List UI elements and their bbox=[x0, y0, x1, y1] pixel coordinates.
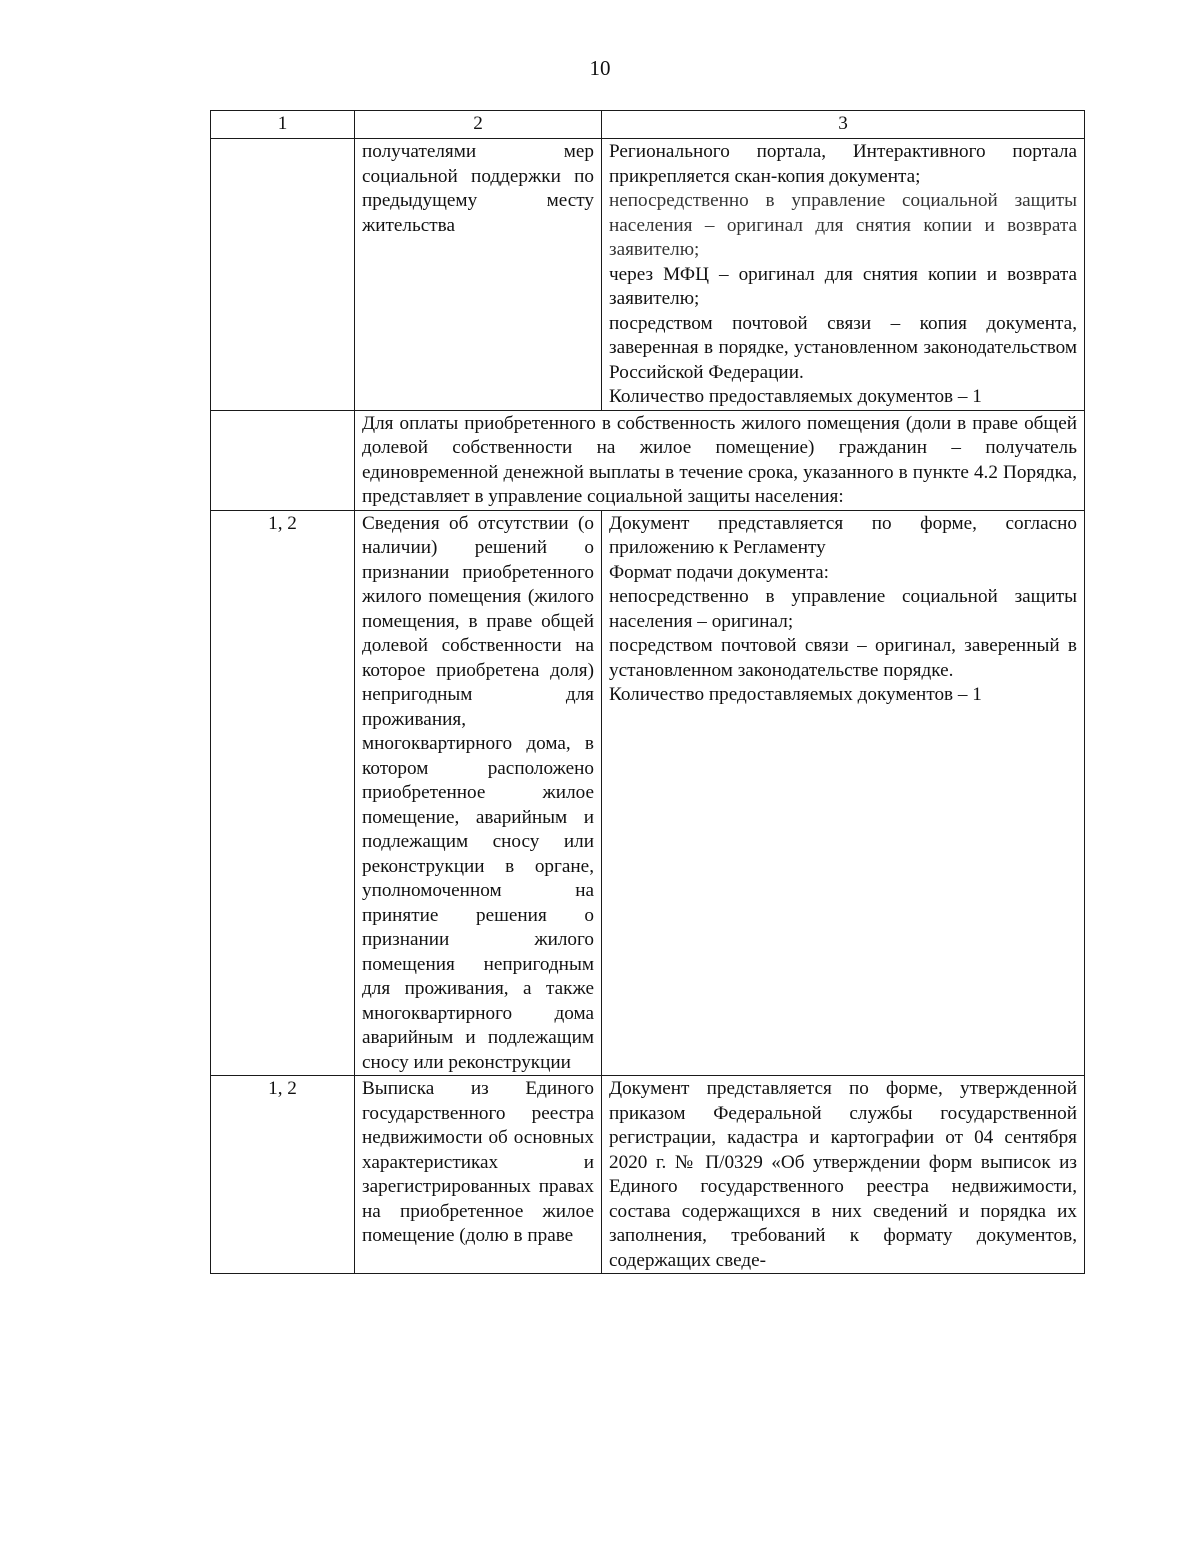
format-line: через МФЦ – оригинал для снятия копии и возврата заявителю; bbox=[609, 263, 1077, 309]
format-line: Документ представляется по форме, согласно приложению к Регламенту bbox=[609, 512, 1077, 558]
header-col-1: 1 bbox=[211, 111, 355, 139]
format-line: Регионального портала, Интерактивного портала прикрепляется скан-копия документа; bbox=[609, 141, 1077, 187]
row-number-cell bbox=[211, 410, 355, 510]
table-row bbox=[211, 510, 1085, 1076]
document-name-cell: получателями мер социальной поддержки по предыдущему месту жительства bbox=[355, 139, 602, 411]
submission-format-cell bbox=[602, 510, 1085, 1076]
header-col-2: 2 bbox=[355, 111, 602, 139]
document-name-cell: Сведения об отсутствии (о наличии) решений о признании приобретенного жилого помещения (жилого помещения, в праве общей долевой собственности на которое приобретена доля) непригодным для проживания, многоквартирного дома, в котором расположено приобретенное жилое помещение, аварийным и подлежащим сносу или реконструкции в органе, уполномоченном на принятие решения о признании жилого помещения непригодным для проживания, а также многоквартирного дома аварийным и подлежащим сносу или реконструкции bbox=[355, 510, 602, 1076]
format-line: Количество предоставляемых документов – 1 bbox=[609, 386, 982, 407]
document-name-cell: Выписка из Единого государственного реестра недвижимости об основных характеристиках и зарегистрированных правах на приобретенное жилое помещение (долю в праве bbox=[355, 1076, 602, 1274]
format-line: непосредственно в управление социальной защиты населения – оригинал для снятия копии и возврата заявителю; bbox=[609, 190, 1077, 260]
format-line: Количество предоставляемых документов – 1 bbox=[609, 684, 982, 705]
table-row bbox=[211, 410, 1085, 510]
page-number: 10 bbox=[589, 56, 611, 80]
table-header-row bbox=[211, 111, 1085, 139]
submission-format-cell bbox=[602, 1076, 1085, 1274]
row-number-cell: 1, 2 bbox=[211, 1076, 355, 1274]
format-line: посредством почтовой связи – копия документа, заверенная в порядке, установленном законодательством Российской Федерации. bbox=[609, 312, 1077, 383]
document-table bbox=[210, 110, 1085, 1274]
header-col-3: 3 bbox=[602, 111, 1085, 139]
format-line: Документ представляется по форме, утвержденной приказом Федеральной службы государственной регистрации, кадастра и картографии от 04 сентября 2020 г. № П/0329 «Об утверждении форм выписок из Единого государственного реестра недвижимости, состава содержащихся в них сведений и порядка их заполнения, требований к формату документов, содержащих сведе- bbox=[609, 1078, 1077, 1271]
format-line: непосредственно в управление социальной защиты населения – оригинал; bbox=[609, 586, 1077, 632]
row-number-cell bbox=[211, 139, 355, 411]
row-number-cell: 1, 2 bbox=[211, 510, 355, 1076]
format-line: посредством почтовой связи – оригинал, заверенный в установленном законодательстве порядке. bbox=[609, 635, 1077, 681]
format-line: Формат подачи документа: bbox=[609, 561, 829, 583]
section-intro-cell: Для оплаты приобретенного в собственность жилого помещения (доли в праве общей долевой собственности на жилое помещение) гражданин – получатель единовременной денежной выплаты в течение срока, указанного в пункте 4.2 Порядка, представляет в управление социальной защиты населения: bbox=[355, 410, 1085, 510]
table-row bbox=[211, 139, 1085, 411]
table-row bbox=[211, 1076, 1085, 1274]
submission-format-cell bbox=[602, 139, 1085, 411]
